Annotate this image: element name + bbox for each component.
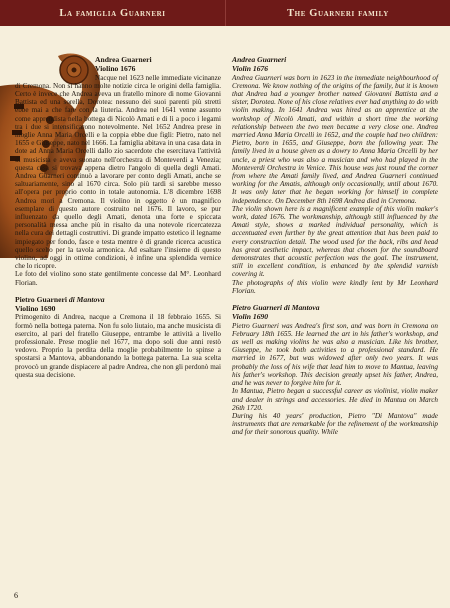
andrea-name-italian: Andrea Guarneri	[95, 55, 152, 64]
page-header	[0, 0, 450, 26]
andrea-bio-english: Andrea Guarneri was born in 1623 in the immediate neighbourhood of Cremona. We know nothing of the origins of the family, but it is known that Andrea had a younger brother named Giovanni Battista and a sister, Dorotea. None of his close relatives ever had anything to do with violin making. In 1641 Andrea was hired as an apprentice at the workshop of Nicolò Amati, and within a short time the working relationship between the two men became a very close one. Andrea married Anna Maria Orcelli in 1652, and the couple had two children: Pietro, born in 1655, and Giuseppe, born the following year. The family lived in a house given as a dowry to Anna Maria Orcelli by her uncle, a priest who was also a musician and who had played in the Monteverdi Orchestra in Venice. This house was just round the corner from where the Amati family lived, and Andrea Guarneri continued working for the Amatis, although only occasionally, until about 1670. It was only later that he began working for himself in complete independence. On December 8th 1698 Andrea died in Cremona.	[232, 73, 438, 205]
pietro-production-english: During his 40 years' production, Pietro "Di Mantova" made instruments that are remarkable for the refinement of the workmanship and for their sonorous quality. While	[232, 411, 438, 437]
pietro-mantua-english: In Mantua, Pietro began a successful career as violinist, violin maker and dealer in strings and accessories. He died in Mantua on March 26th 1720.	[232, 387, 438, 412]
header-title-italian: La famiglia Guarneri	[59, 7, 166, 19]
pietro-name-italian: Pietro Guarneri	[15, 294, 67, 304]
italian-column	[15, 56, 221, 379]
andrea-violin-english: Violin 1676	[232, 63, 269, 73]
violin-description-english: The violin shown here is a magnificent example of this violin maker's work, dated 1676. The workmanship, although still influenced by the Amati style, shows a marked individual personality, which is accentuated even further by the great attention that has been paid to every construction detail. The wood used for the back, ribs and head has great aesthetic impact, whereas that chosen for the soundboard demonstrates that acoustic perfection was the goal. The instrument, still in excellent condition, is enhanced by the splendid varnish covering it.	[232, 204, 438, 279]
pietro-place-italian: di Mantova	[68, 294, 105, 304]
photo-credit-english: The photographs of this violin were kindly lent by Mr Leonhard Florian.	[232, 278, 438, 295]
andrea-name-english: Andrea Guarneri	[232, 55, 287, 64]
pietro-violin-english: Violin 1690	[232, 311, 269, 321]
pietro-bio-italian: Primogenito di Andrea, nacque a Cremona il 18 febbraio 1655. Si formò nella bottega paterna. Non fu solo liutaio, ma anche musicista di esercito, al pari del fratello Giuseppe, entrambe le attività a livello professionale. Prese moglie nel 1677, ma dopo soli due anni restò vedovo. Proprio la perdita della moglie probabilmente lo spinse a spostarsi a Mantova, abbandonando la bottega paterna. La sua scelta provocò un grande dispiacere al padre Andrea, che non gli perdonò mai questa sua decisione.	[15, 313, 221, 379]
header-title-english: The Guarneri family	[225, 0, 450, 26]
pietro-name-english: Pietro Guarneri di Mantova	[232, 303, 320, 313]
page-number: 6	[14, 591, 18, 600]
pietro-violin-italian: Violino 1690	[15, 303, 56, 313]
pietro-bio-english: Pietro Guarneri was Andrea's first son, and was born in Cremona on February 18th 1655. He learned the art in his father's workshop, and as well as making violins he was also a musician. Like his brother, Giuseppe, he took both activities to a professional standard. He married in 1677, but was widowed after only two years. It was probably the loss of his wife that lead him to move to Mantua, leaving his father's workshop. This decision greatly upset his father, Andrea, and he was never to forgive him for it.	[232, 321, 438, 388]
photo-credit-italian: Le foto del violino sono state gentilmente concesse dal M°. Leonhard Florian.	[15, 270, 221, 287]
andrea-bio-italian: Nacque nel 1623 nelle immediate vicinanze di Cremona. Non si hanno molte notizie circa le origini della famiglia. Certo è invece che Andrea aveva un fratello minore di nome Giovanni Battista ed una sorella, Dorotea: nessuno dei suoi parenti più stretti ebbe mai a che fare con la liuteria. Andrea nel 1641 venne assunto come apprendista nella bottega di Nicolò Amati e di lì a poco i legami tra i due si intensificarono notevolmente. Nel 1652 Andrea prese in moglie Anna Maria Orcelli e la coppia ebbe due figli: Pietro, nato nel 1655 e Giuseppe, nato nel 1666. La famiglia abitava in una casa data in dote ad Anna Maria Orcelli dallo zio sacerdote che esercitava l'attività di musicista e aveva suonato nell'orchestra di Monteverdi a Venezia; questa casa si trovava appena dietro l'angolo di quella degli Amati. Andrea Guarneri continuò a lavorare per conto degli Amati, anche se saltuariamente, sino al 1670 circa. Solo più tardi si sarebbe messo all'opera per proprio conto in totale autonomia. L'8 dicembre 1698 Andrea morì a Cremona. Il violino in oggetto è un magnifico esemplare di questo autore costruito nel 1676. Il lavoro, se pur influenzato da quello degli Amati, denota una forte e spiccata personalità messa anche più in risalto da una notevole ricercatezza nella cura dei dettagli costruttivi. Di grande impatto estetico il legname impiegato per fondo, fasce e testa mentre è di grande ricerca acustica quello scelto per la tavola armonica. Ad esaltare l'insieme di questo violino, ad oggi in ottime condizioni, è infine una splendida vernice che lo ricopre.	[15, 73, 221, 271]
andrea-violin-italian: Violino 1676	[95, 63, 136, 73]
english-column	[232, 56, 438, 437]
